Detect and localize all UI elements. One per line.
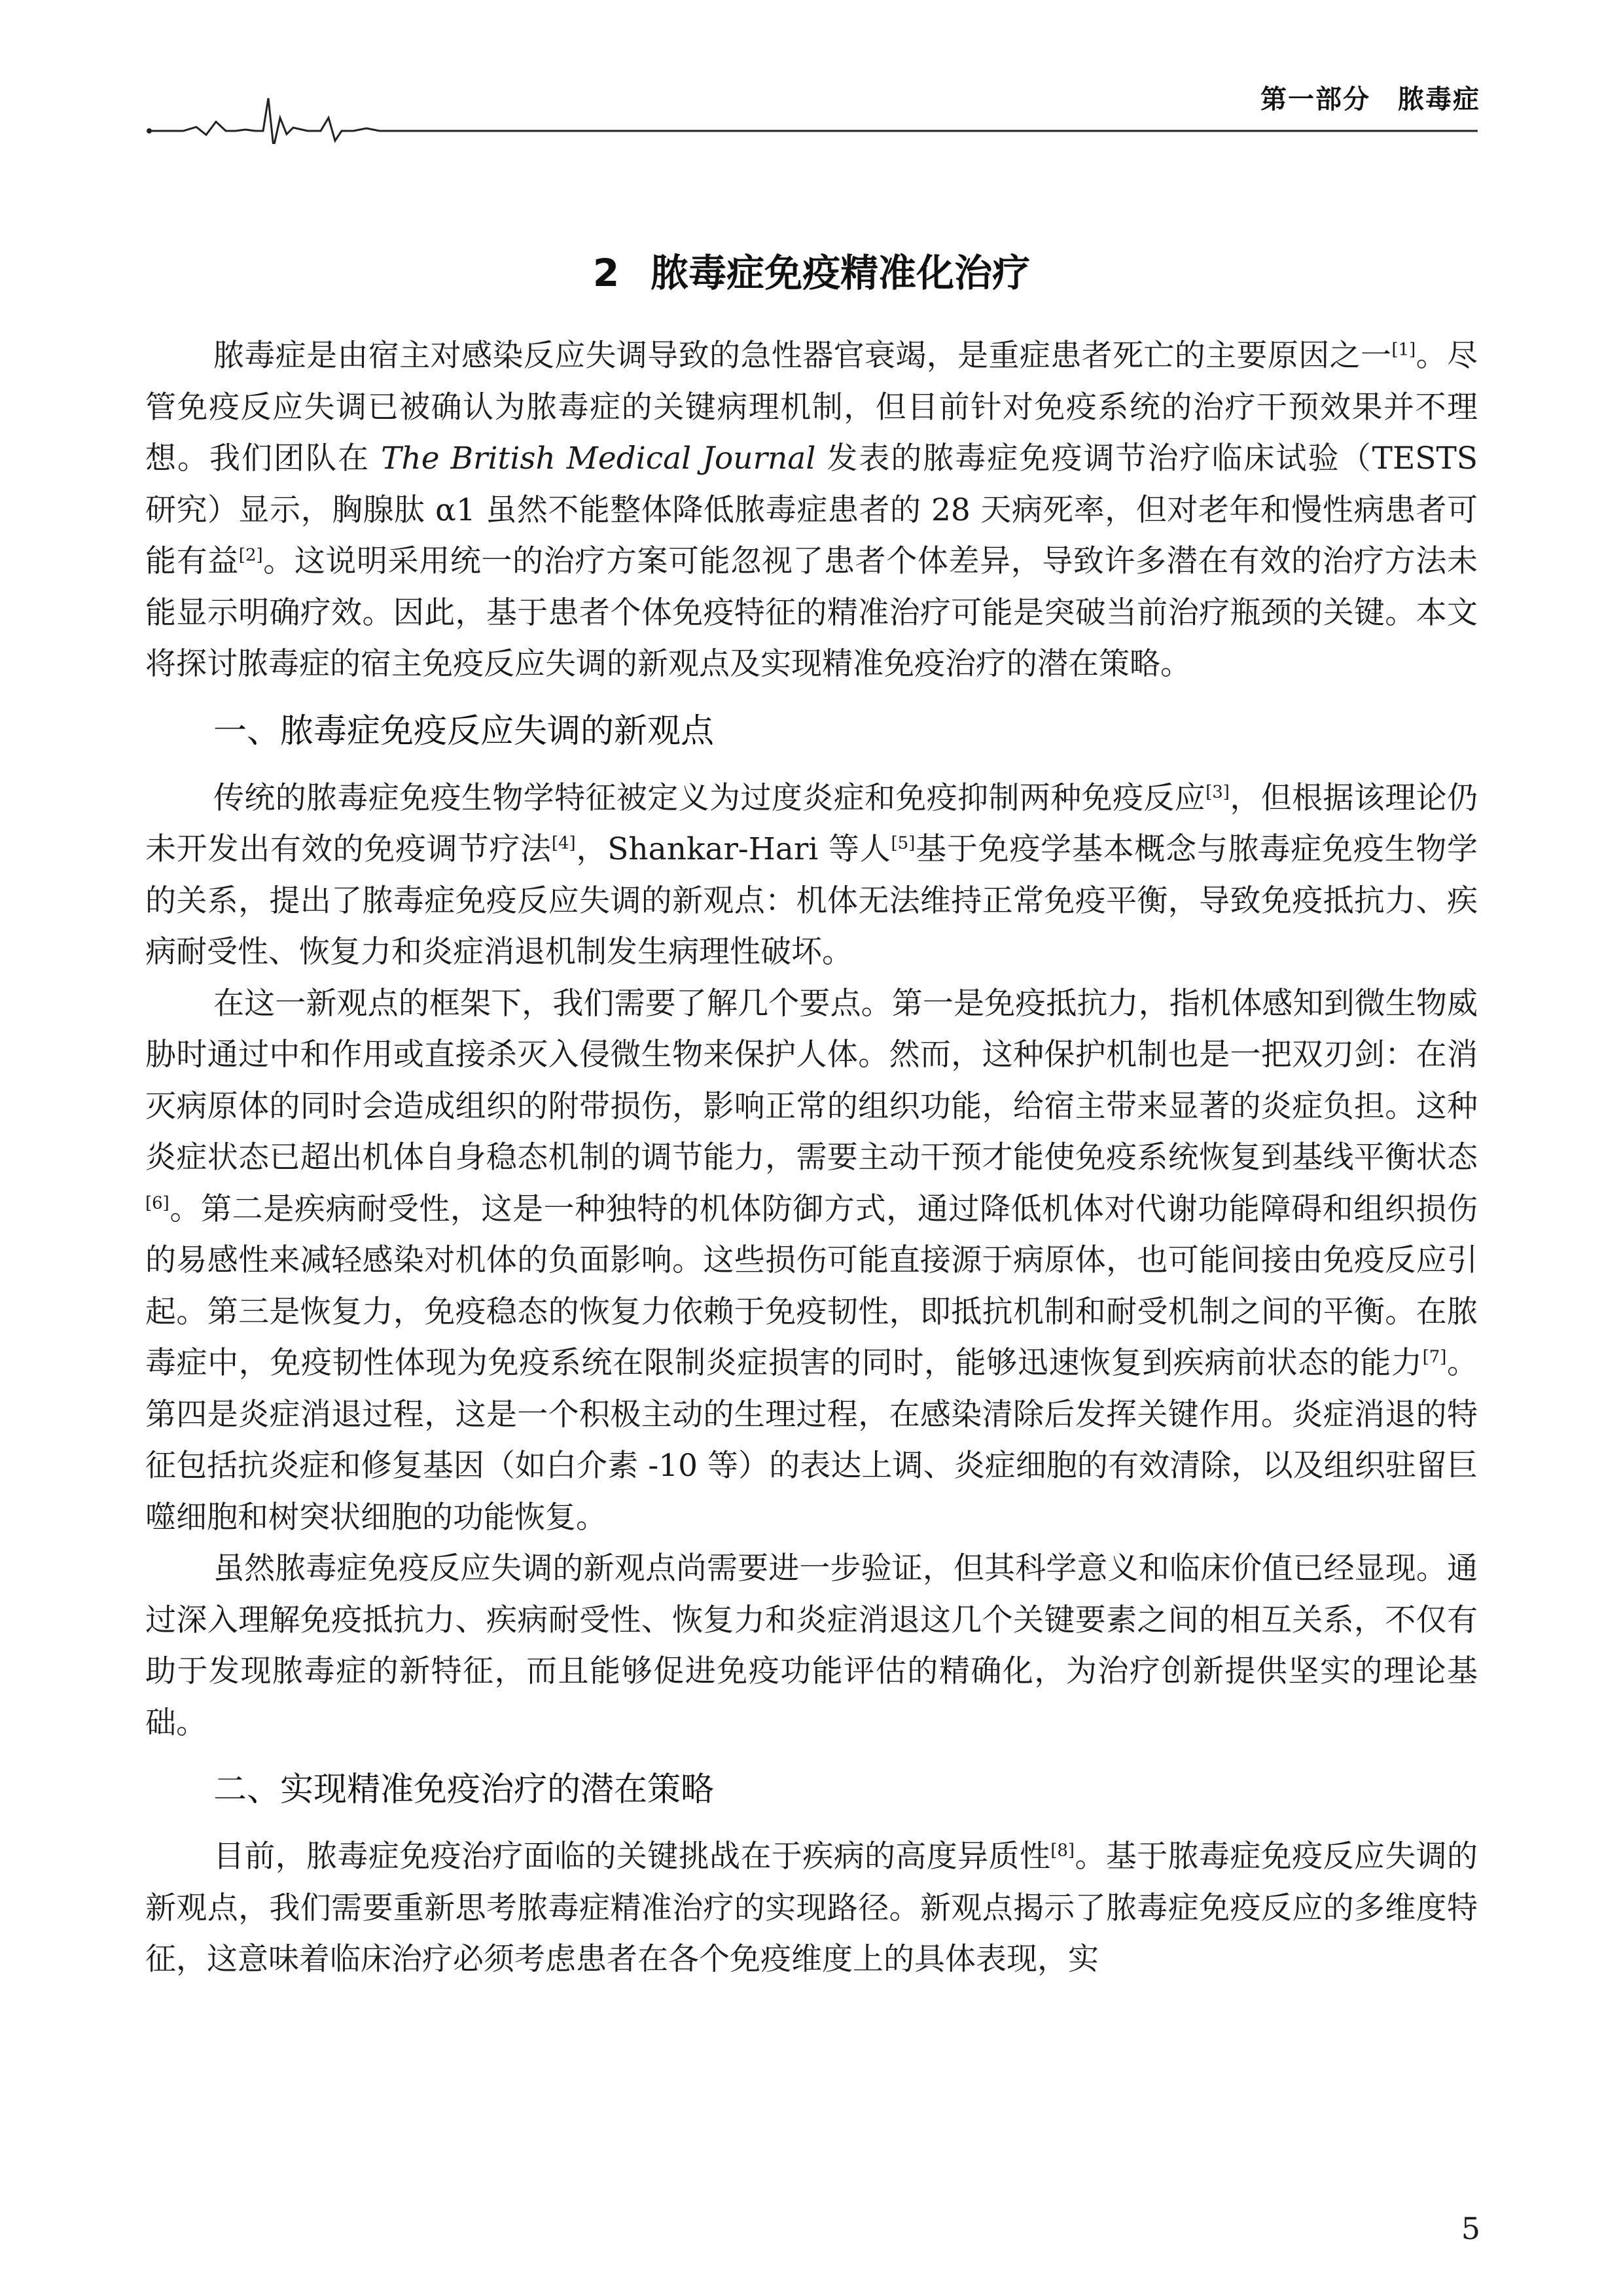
- page-number: 5: [1461, 2211, 1480, 2246]
- section1-paragraph-1: 传统的脓毒症免疫生物学特征被定义为过度炎症和免疫抑制两种免疫反应[3]，但根据该理论仍未开发出有效的免疫调节疗法[4]，Shankar-Hari 等人[5]基于免疫学基本概念与脓毒症免疫生物学的关系，提出了脓毒症免疫反应失调的新观点：机体无法维持正常免疫平衡，导致免疫抵抗力、疾病耐受性、恢复力和炎症消退机制发生病理性破坏。: [145, 780, 1478, 970]
- citation-ref: [6]: [145, 1193, 169, 1213]
- chapter-number: 2: [592, 251, 620, 295]
- citation-ref: [1]: [1391, 340, 1416, 360]
- section-heading-2: 二、实现精准免疫治疗的潜在策略: [213, 1770, 715, 1809]
- article-body: [145, 331, 1478, 1986]
- running-head: 第一部分 脓毒症: [1260, 84, 1480, 115]
- citation-ref: [5]: [891, 833, 916, 853]
- intro-paragraph: 脓毒症是由宿主对感染反应失调导致的急性器官衰竭，是重症患者死亡的主要原因之一[1]。尽管免疫反应失调已被确认为脓毒症的关键病理机制，但目前针对免疫系统的治疗干预效果并不理想。我们团队在 The British Medical Journal 发表的脓毒症免疫调节治疗临床试验（TESTS 研究）显示，胸腺肽 α1 虽然不能整体降低脓毒症患者的 28 天病死率，但对老年和慢性病患者可能有益[2]。这说明采用统一的治疗方案可能忽视了患者个体差异，导致许多潜在有效的治疗方法未能显示明确疗效。因此，基于患者个体免疫特征的精准治疗可能是突破当前治疗瓶颈的关键。本文将探讨脓毒症的宿主免疫反应失调的新观点及实现精准免疫治疗的潜在策略。: [145, 338, 1478, 682]
- citation-ref: [2]: [238, 545, 263, 565]
- citation-ref: [3]: [1205, 781, 1230, 802]
- citation-ref: [4]: [551, 833, 576, 853]
- citation-ref: [7]: [1422, 1347, 1447, 1367]
- section2-paragraph-1: 目前，脓毒症免疫治疗面临的关键挑战在于疾病的高度异质性[8]。基于脓毒症免疫反应失调的新观点，我们需要重新思考脓毒症精准治疗的实现路径。新观点揭示了脓毒症免疫反应的多维度特征，这意味着临床治疗必须考虑患者在各个免疫维度上的具体表现，实: [145, 1839, 1478, 1977]
- ecg-line-ornament: [0, 0, 1623, 144]
- journal-name: The British Medical Journal: [381, 440, 816, 476]
- section-heading-1: 一、脓毒症免疫反应失调的新观点: [213, 711, 715, 751]
- section1-paragraph-2: 在这一新观点的框架下，我们需要了解几个要点。第一是免疫抵抗力，指机体感知到微生物威胁时通过中和作用或直接杀灭入侵微生物来保护人体。然而，这种保护机制也是一把双刃剑：在消灭病原体的同时会造成组织的附带损伤，影响正常的组织功能，给宿主带来显著的炎症负担。这种炎症状态已超出机体自身稳态机制的调节能力，需要主动干预才能使免疫系统恢复到基线平衡状态[6]。第二是疾病耐受性，这是一种独特的机体防御方式，通过降低机体对代谢功能障碍和组织损伤的易感性来减轻感染对机体的负面影响。这些损伤可能直接源于病原体，也可能间接由免疫反应引起。第三是恢复力，免疫稳态的恢复力依赖于免疫韧性，即抵抗机制和耐受机制之间的平衡。在脓毒症中，免疫韧性体现为免疫系统在限制炎症损害的同时，能够迅速恢复到疾病前状态的能力[7]。第四是炎症消退过程，这是一个积极主动的生理过程，在感染清除后发挥关键作用。炎症消退的特征包括抗炎症和修复基因（如白介素 -10 等）的表达上调、炎症细胞的有效清除，以及组织驻留巨噬细胞和树突状细胞的功能恢复。: [145, 985, 1478, 1535]
- chapter-title-text: 脓毒症免疫精准化治疗: [651, 251, 1031, 295]
- chapter-title: [0, 242, 1623, 297]
- page-header: [0, 0, 1623, 144]
- citation-ref: [8]: [1050, 1840, 1075, 1861]
- section1-paragraph-3: 虽然脓毒症免疫反应失调的新观点尚需要进一步验证，但其科学意义和临床价值已经显现。通过深入理解免疫抵抗力、疾病耐受性、恢复力和炎症消退这几个关键要素之间的相互关系，不仅有助于发现脓毒症的新特征，而且能够促进免疫功能评估的精确化，为治疗创新提供坚实的理论基础。: [145, 1551, 1478, 1741]
